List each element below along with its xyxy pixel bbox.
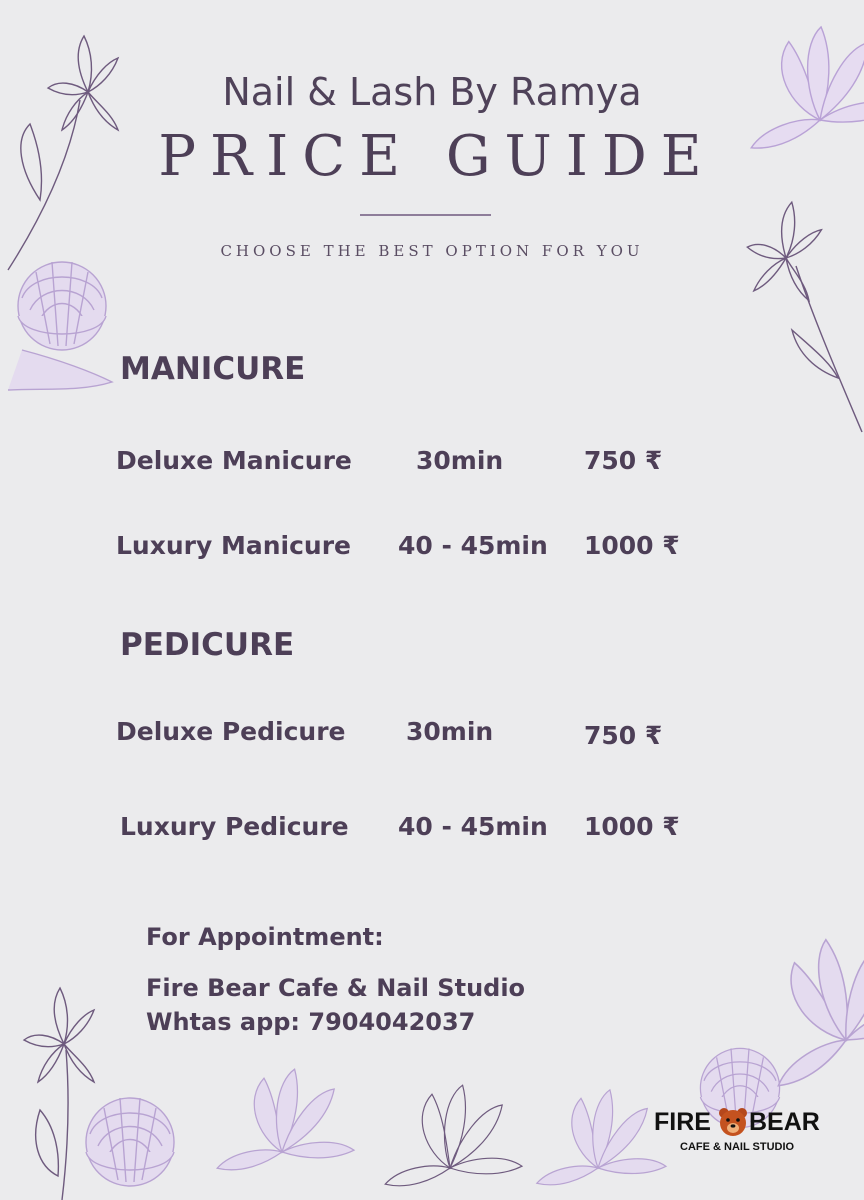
title-divider [360,214,491,216]
logo-subtitle: CAFE & NAIL STUDIO [680,1141,795,1153]
service-price: 750 ₹ [584,446,663,475]
service-duration: 30min [416,446,504,475]
tagline: CHOOSE THE BEST OPTION FOR YOU [220,242,644,260]
logo-word-fire: FIRE [654,1108,711,1136]
service-name: Luxury Manicure [116,531,351,560]
appointment-heading: For Appointment: [146,923,384,951]
bear-head-icon [717,1106,749,1138]
service-name: Deluxe Manicure [116,446,352,475]
service-duration: 40 - 45min [398,812,548,841]
service-duration: 30min [406,717,494,746]
logo-word-bear: BEAR [749,1108,820,1136]
page-title: PRICE GUIDE [158,124,716,189]
fire-bear-logo [654,1106,834,1158]
brand-title: Nail & Lash By Ramya [222,70,642,114]
studio-name: Fire Bear Cafe & Nail Studio [146,974,526,1002]
service-price: 1000 ₹ [584,531,680,560]
service-name: Luxury Pedicure [120,812,349,841]
whatsapp-number: Whtas app: 7904042037 [146,1008,476,1036]
section-heading-manicure: MANICURE [120,351,306,387]
service-price: 1000 ₹ [584,812,680,841]
service-name: Deluxe Pedicure [116,717,346,746]
section-heading-pedicure: PEDICURE [120,627,295,663]
service-duration: 40 - 45min [398,531,548,560]
service-price: 750 ₹ [584,721,663,750]
